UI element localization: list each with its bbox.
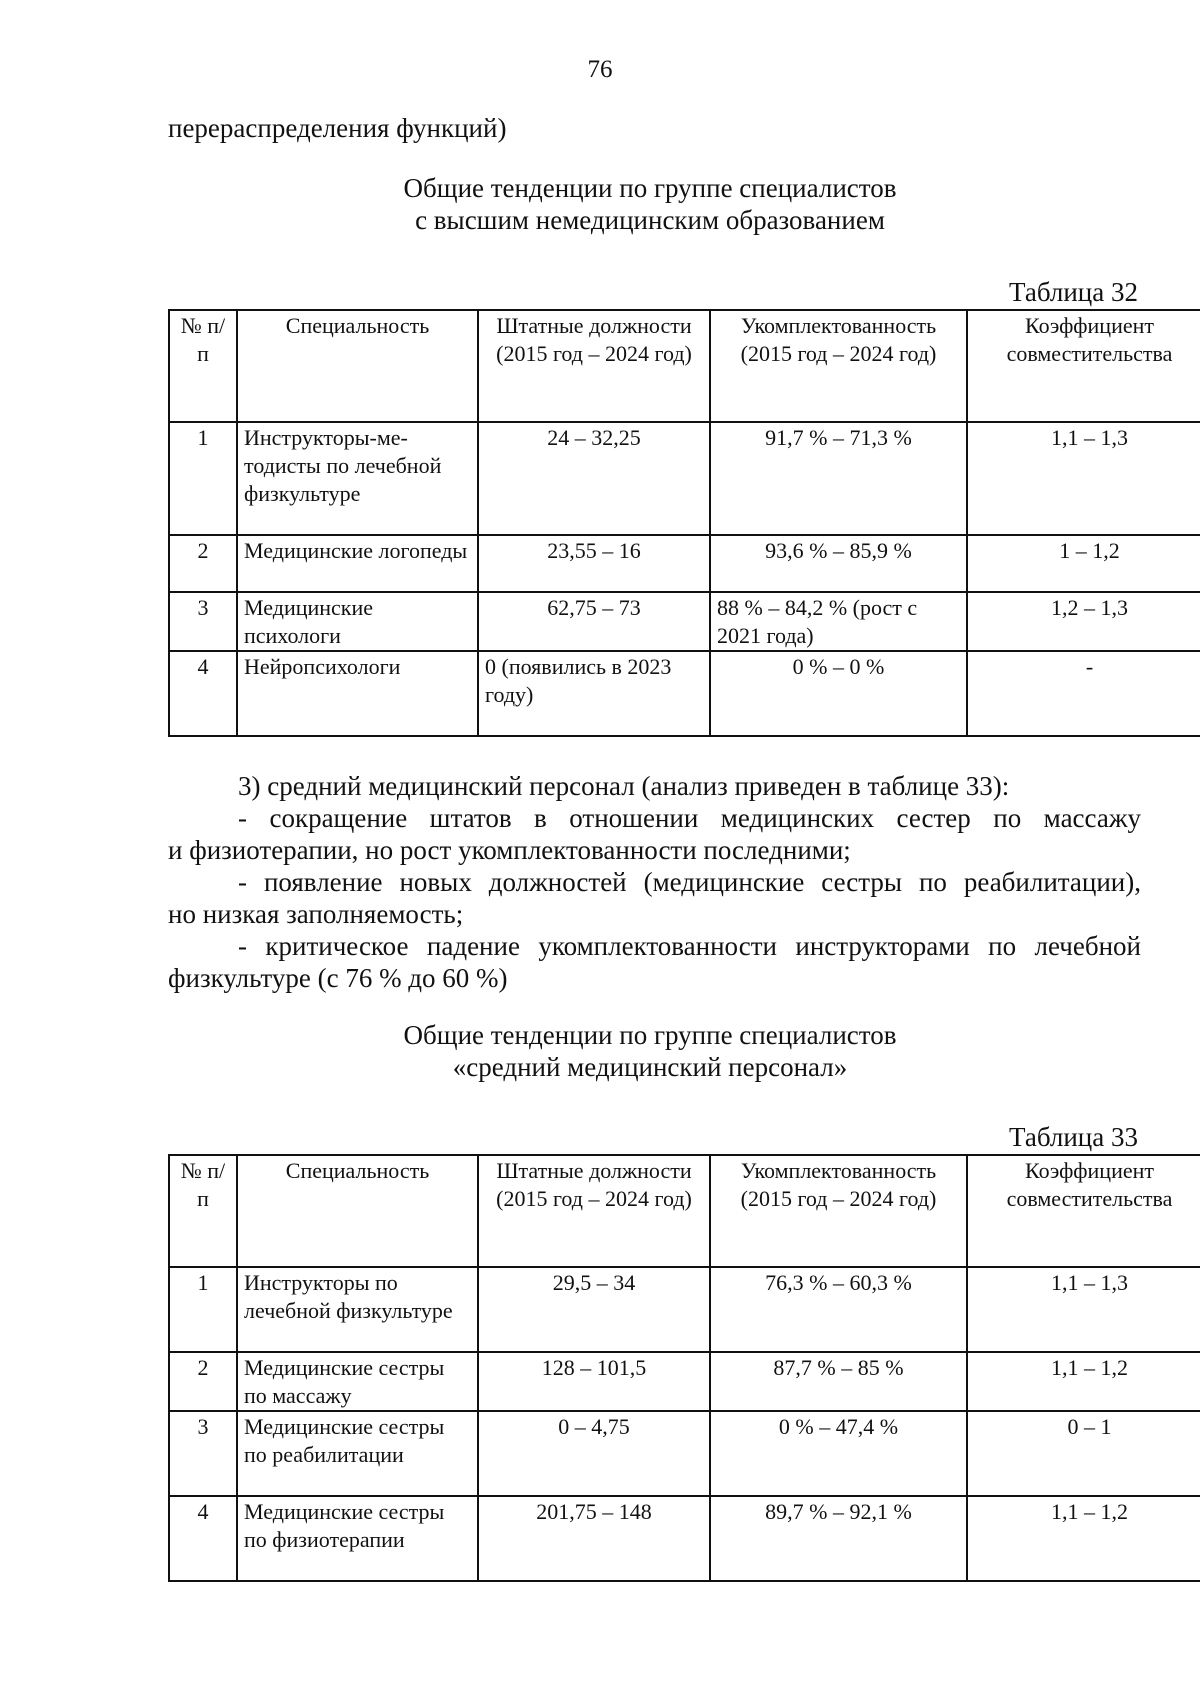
- table32: [168, 309, 1200, 737]
- cell-num: 1: [169, 1267, 237, 1352]
- table32-heading-line1: Общие тенденции по группе специалистов: [403, 173, 897, 203]
- table-row: [169, 1411, 1200, 1496]
- table-row: [169, 1267, 1200, 1352]
- header-specialty: Специальность: [237, 310, 478, 422]
- cell-num: 1: [169, 422, 237, 535]
- intro-line: перераспределения функций): [168, 113, 507, 143]
- section3-line1: 3) средний медицинский персонал (анализ приведен в таблице 33):: [238, 771, 1010, 801]
- header-coefficient: Коэффициент совместительства: [967, 310, 1200, 422]
- header-staffing-level: Укомплектованность (2015 год – 2024 год): [710, 310, 967, 422]
- table33-label: Таблица 33: [1009, 1122, 1138, 1152]
- table-row: [169, 1352, 1200, 1411]
- cell-staff: 201,75 – 148: [478, 1496, 710, 1581]
- cell-staff: 62,75 – 73: [478, 592, 710, 651]
- table-header-row: [169, 310, 1200, 422]
- cell-num: 3: [169, 1411, 237, 1496]
- header-num: № п/п: [169, 1155, 237, 1267]
- bullet1-line1: - сокращение штатов в отношении медицинских сестер по массажу: [238, 803, 1141, 833]
- cell-staffing: 0 % – 47,4 %: [710, 1411, 967, 1496]
- cell-staffing: 91,7 % – 71,3 %: [710, 422, 967, 535]
- table32-label: Таблица 32: [1009, 277, 1138, 307]
- header-staff-positions: Штатные должности (2015 год – 2024 год): [478, 1155, 710, 1267]
- bullet2-line2: но низкая заполняемость;: [168, 899, 464, 929]
- cell-specialty: Медицинские сестры по массажу: [237, 1352, 478, 1411]
- cell-coef: 1 – 1,2: [967, 535, 1200, 592]
- header-staff-positions: Штатные должности (2015 год – 2024 год): [478, 310, 710, 422]
- cell-staffing: 0 % – 0 %: [710, 651, 967, 736]
- header-coefficient: Коэффициент совместительства: [967, 1155, 1200, 1267]
- table32-heading-line2: с высшим немедицинским образованием: [415, 205, 885, 235]
- cell-coef: 1,1 – 1,2: [967, 1352, 1200, 1411]
- cell-staff: 29,5 – 34: [478, 1267, 710, 1352]
- cell-specialty: Медицинские сестры по физиотерапии: [237, 1496, 478, 1581]
- table-row: [169, 651, 1200, 736]
- cell-staffing: 89,7 % – 92,1 %: [710, 1496, 967, 1581]
- cell-num: 2: [169, 1352, 237, 1411]
- page-number: 76: [587, 56, 613, 83]
- cell-specialty: Медицинские логопеды: [237, 535, 478, 592]
- cell-num: 4: [169, 651, 237, 736]
- table-row: [169, 535, 1200, 592]
- bullet1-line2: и физиотерапии, но рост укомплектованности последними;: [168, 835, 851, 865]
- cell-specialty: Медицинские сестры по реабилитации: [237, 1411, 478, 1496]
- table-row: [169, 592, 1200, 651]
- cell-staffing: 87,7 % – 85 %: [710, 1352, 967, 1411]
- cell-specialty: Медицинские психологи: [237, 592, 478, 651]
- table33-heading-line2: «средний медицинский персонал»: [452, 1052, 848, 1082]
- cell-specialty: Нейропсихологи: [237, 651, 478, 736]
- cell-staffing: 76,3 % – 60,3 %: [710, 1267, 967, 1352]
- cell-staff: 0 – 4,75: [478, 1411, 710, 1496]
- cell-staffing: 88 % – 84,2 % (рост с 2021 года): [710, 592, 967, 651]
- header-specialty: Специальность: [237, 1155, 478, 1267]
- cell-staff: 128 – 101,5: [478, 1352, 710, 1411]
- cell-coef: 1,2 – 1,3: [967, 592, 1200, 651]
- header-staffing-level: Укомплектованность (2015 год – 2024 год): [710, 1155, 967, 1267]
- cell-coef: 1,1 – 1,2: [967, 1496, 1200, 1581]
- table-row: [169, 422, 1200, 535]
- cell-staff: 0 (появились в 2023 году): [478, 651, 710, 736]
- cell-coef: 1,1 – 1,3: [967, 1267, 1200, 1352]
- cell-staff: 23,55 – 16: [478, 535, 710, 592]
- cell-specialty: Инструкторы по лечебной физкультуре: [237, 1267, 478, 1352]
- cell-num: 2: [169, 535, 237, 592]
- cell-coef: 0 – 1: [967, 1411, 1200, 1496]
- table33-heading-line1: Общие тенденции по группе специалистов: [403, 1020, 897, 1050]
- cell-staffing: 93,6 % – 85,9 %: [710, 535, 967, 592]
- cell-num: 4: [169, 1496, 237, 1581]
- table-header-row: [169, 1155, 1200, 1267]
- cell-specialty: Инструкторы-ме-тодисты по лечебной физкультуре: [237, 422, 478, 535]
- bullet2-line1: - появление новых должностей (медицинские сестры по реабилитации),: [238, 867, 1141, 897]
- cell-staff: 24 – 32,25: [478, 422, 710, 535]
- cell-coef: 1,1 – 1,3: [967, 422, 1200, 535]
- cell-num: 3: [169, 592, 237, 651]
- table-row: [169, 1496, 1200, 1581]
- table33: [168, 1154, 1200, 1582]
- header-num: № п/п: [169, 310, 237, 422]
- bullet3-line2: физкультуре (с 76 % до 60 %): [168, 963, 508, 993]
- bullet3-line1: - критическое падение укомплектованности инструкторами по лечебной: [238, 931, 1141, 961]
- cell-coef: -: [967, 651, 1200, 736]
